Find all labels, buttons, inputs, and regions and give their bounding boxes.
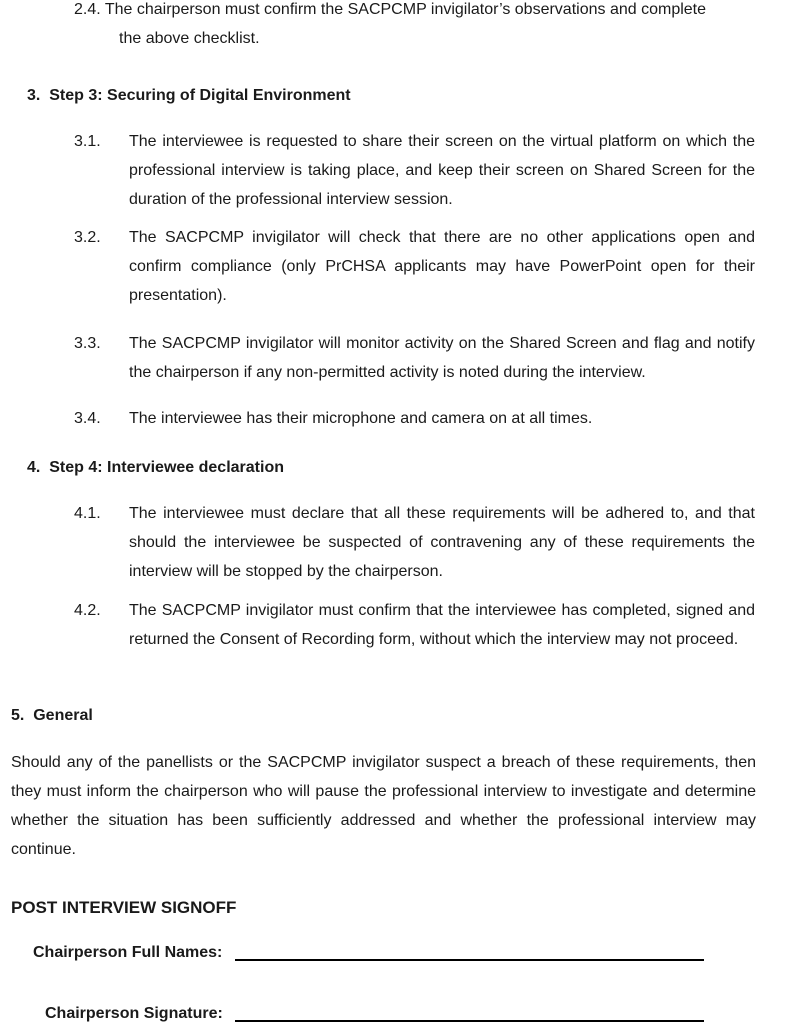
item-number: 3.1. — [74, 133, 101, 150]
signoff-title: POST INTERVIEW SIGNOFF — [11, 898, 237, 917]
signature-label: Chairperson Signature: — [45, 1005, 223, 1022]
item-number: 4.1. — [74, 505, 101, 522]
general-paragraph: Should any of the panellists or the SACPCMP invigilator suspect a breach of these requirements, then they must inform the chairperson who will pause the professional interview to investigate and determine whether the situation has been sufficiently addressed and whether the professional interview may continue. — [11, 754, 756, 858]
item-number: 3.2. — [74, 229, 101, 246]
item-text-line2: the above checklist. — [119, 30, 260, 47]
item-number: 2.4. — [74, 1, 101, 18]
list-item-2-4 — [74, 0, 764, 53]
item-text: The interviewee is requested to share their screen on the virtual platform on which the professional interview is taking place, and keep their screen on Shared Screen for the duration of the professional interview session. — [129, 133, 755, 208]
item-number: 4.2. — [74, 602, 101, 619]
step3-heading: 3. Step 3: Securing of Digital Environment — [27, 87, 351, 104]
item-text: The interviewee must declare that all these requirements will be adhered to, and that should the interviewee be suspected of contravening any of these requirements the interview will be stopped by the chairperson. — [129, 505, 755, 580]
signature-field[interactable] — [235, 1020, 704, 1022]
item-text: The SACPCMP invigilator must confirm that the interviewee has completed, signed and returned the Consent of Recording form, without which the interview may not proceed. — [129, 602, 755, 648]
item-text-line1: The chairperson must confirm the SACPCMP invigilator’s observations and complete — [104, 1, 707, 18]
item-text: The SACPCMP invigilator will check that there are no other applications open and confirm compliance (only PrCHSA applicants may have PowerPoint open for their presentation). — [129, 229, 755, 304]
fullnames-label: Chairperson Full Names: — [33, 944, 223, 961]
item-text: The interviewee has their microphone and camera on at all times. — [129, 410, 593, 427]
item-number: 3.3. — [74, 335, 101, 352]
step4-heading: 4. Step 4: Interviewee declaration — [27, 459, 284, 476]
item-number: 3.4. — [74, 410, 101, 427]
item-text: The SACPCMP invigilator will monitor activity on the Shared Screen and flag and notify the chairperson if any non-permitted activity is noted during the interview. — [129, 335, 755, 381]
general-heading: 5. General — [11, 707, 93, 724]
fullnames-field[interactable] — [235, 959, 704, 961]
